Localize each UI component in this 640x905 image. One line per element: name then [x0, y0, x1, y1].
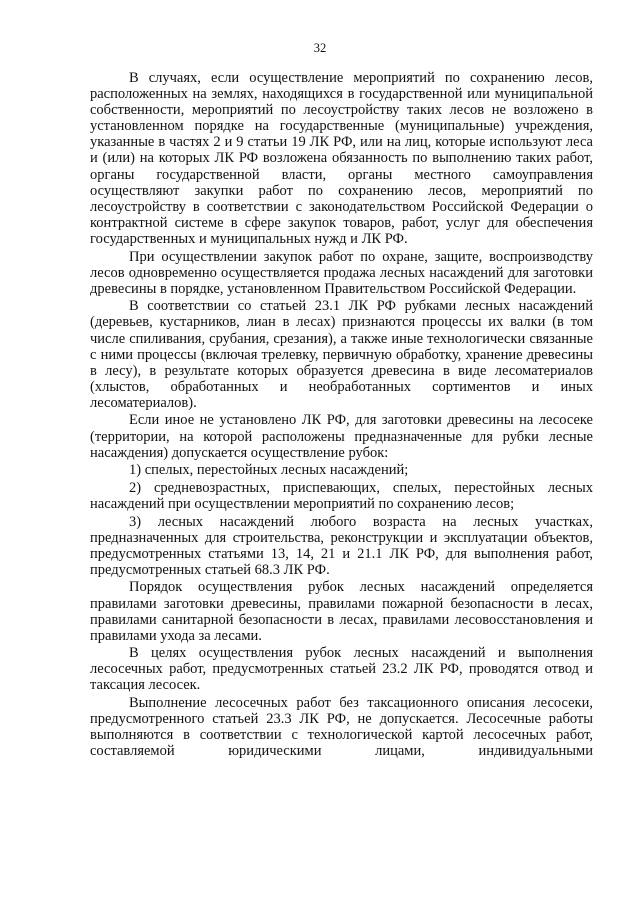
paragraph: Если иное не установлено ЛК РФ, для заготовки древесины на лесосеке (территории, на которой расположены предназначенные для рубки лесные насаждения) допускается осуществление рубок: — [90, 412, 593, 461]
body-text — [90, 70, 593, 761]
paragraph: В случаях, если осуществление мероприятий по сохранению лесов, расположенных на землях, находящихся в государственной или муниципальной собственности, мероприятий по лесоустройству таких лесов не возложено в установленном порядке на государственные (муниципальные) учреждения, указанные в частях 2 и 9 статьи 19 ЛК РФ, или на лиц, которые используют леса и (или) на которых ЛК РФ возложена обязанность по выполнению таких работ, органы государственной власти, органы местного самоуправления осуществляют закупки работ по сохранению лесов, мероприятий по лесоустройству в соответствии с законодательством Российской Федерации о контрактной системе в сфере закупок товаров, работ, услуг для обеспечения государственных и муниципальных нужд и ЛК РФ. — [90, 70, 593, 247]
paragraph: Выполнение лесосечных работ без таксационного описания лесосеки, предусмотренного статьей 23.3 ЛК РФ, не допускается. Лесосечные работы выполняются в соответствии с технологической картой лесосечных работ, составляемой юридическими лицами, индивидуальными — [90, 695, 593, 760]
list-item: 2) средневозрастных, приспевающих, спелых, перестойных лесных насаждений при осуществлении мероприятий по сохранению лесов; — [90, 479, 593, 512]
paragraph: В целях осуществления рубок лесных насаждений и выполнения лесосечных работ, предусмотренных статьей 23.2 ЛК РФ, проводятся отвод и таксация лесосек. — [90, 645, 593, 694]
paragraph: В соответствии со статьей 23.1 ЛК РФ рубками лесных насаждений (деревьев, кустарников, лиан в лесах) признаются процессы их валки (в том числе спиливания, срубания, срезания), а также иные технологически связанные с ними процессы (включая трелевку, первичную обработку, хранение древесины в лесу), в результате которых образуется древесина в виде лесоматериалов (хлыстов, обработанных и необработанных сортиментов и иных лесоматериалов). — [90, 298, 593, 411]
list-item: 3) лесных насаждений любого возраста на лесных участках, предназначенных для строительства, реконструкции и эксплуатации объектов, предусмотренных статьями 13, 14, 21 и 21.1 ЛК РФ, для выполнения работ, предусмотренных статьей 68.3 ЛК РФ. — [90, 513, 593, 578]
paragraph: Порядок осуществления рубок лесных насаждений определяется правилами заготовки древесины, правилами пожарной безопасности в лесах, правилами санитарной безопасности в лесах, правилами лесовосстановления и правилами ухода за лесами. — [90, 579, 593, 644]
list-item: 1) спелых, перестойных лесных насаждений; — [129, 462, 409, 479]
paragraph: При осуществлении закупок работ по охране, защите, воспроизводству лесов одновременно осуществляется продажа лесных насаждений для заготовки древесины в порядке, установленном Правительством Российской Федерации. — [90, 248, 593, 297]
page-number: 32 — [313, 41, 327, 55]
